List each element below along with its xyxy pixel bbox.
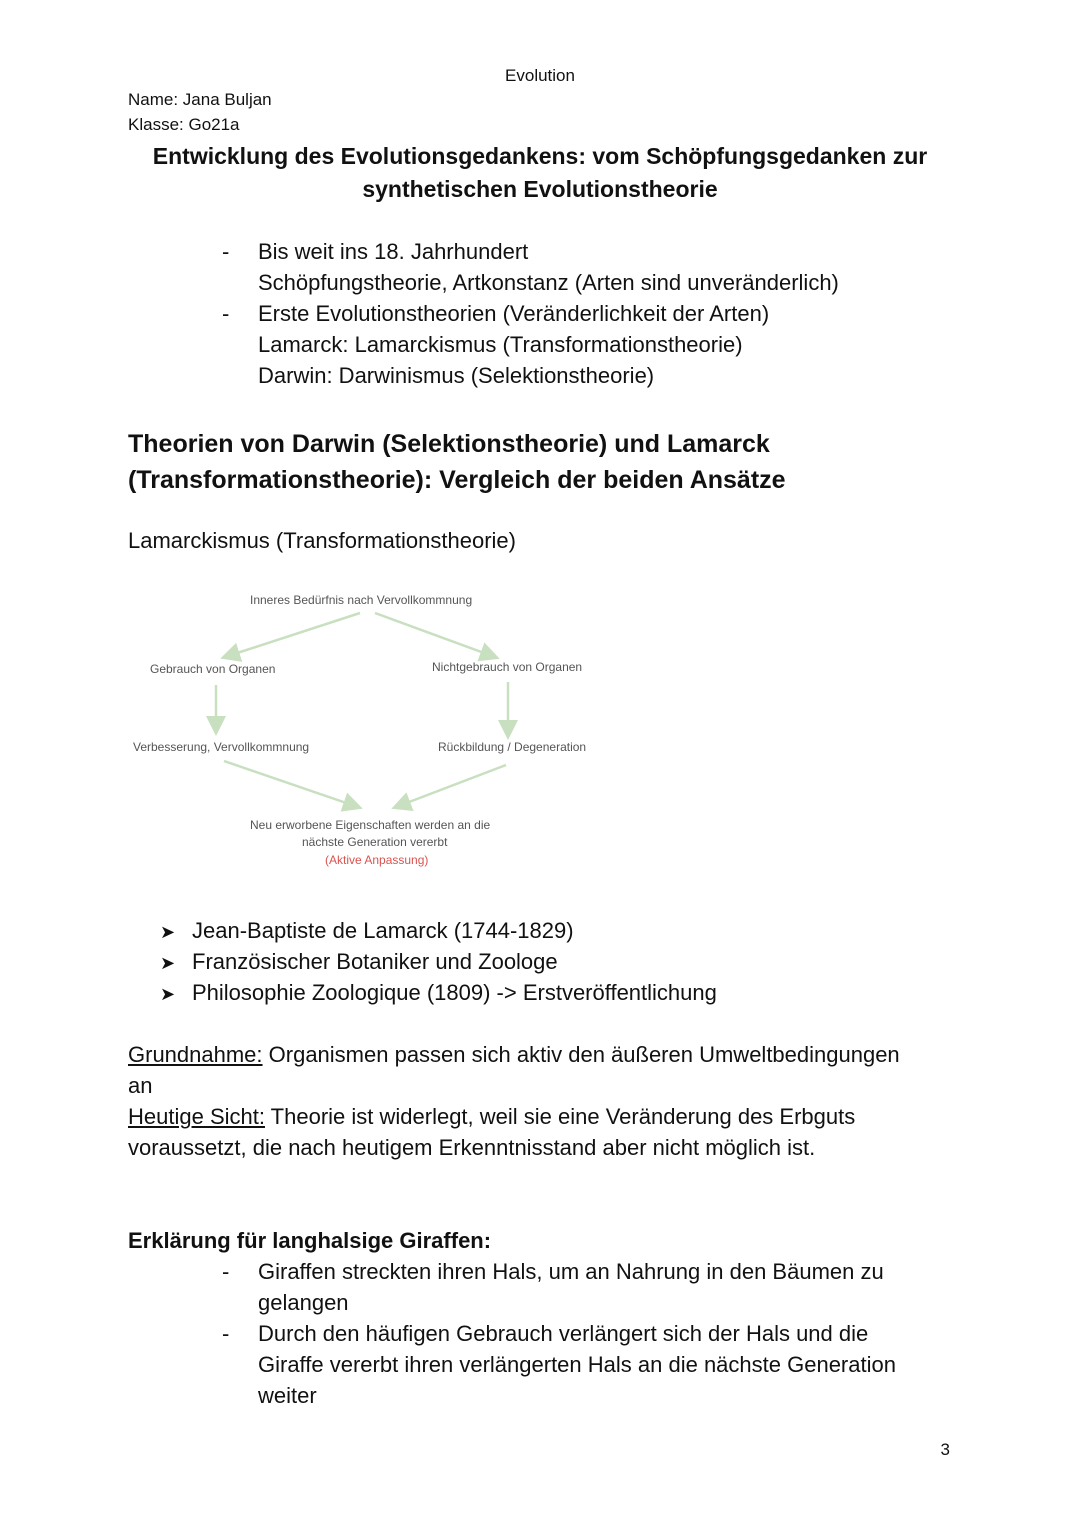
grundnahme-text-cont: an: [128, 1073, 153, 1098]
history-line: Bis weit ins 18. Jahrhundert: [258, 239, 529, 264]
title-line-1: Entwicklung des Evolutionsgedankens: vom Schöpfungsgedanken zur: [152, 143, 928, 169]
section-heading-line-2: (Transformationstheorie): Vergleich der beiden Ansätze: [128, 466, 786, 494]
fact-text: Französischer Botaniker und Zoologe: [192, 949, 558, 974]
arrow-icon: [375, 613, 495, 657]
diagram-right-node-2: Rückbildung / Degeneration: [438, 740, 587, 754]
diagram-right-node-1: Nichtgebrauch von Organen: [432, 660, 583, 674]
giraffe-heading: Erklärung für langhalsige Giraffen:: [128, 1228, 492, 1253]
title-line-2: synthetischen Evolutionstheorie: [362, 176, 718, 202]
arrow-bullet-icon: ➤: [160, 953, 176, 973]
list-item: [160, 977, 717, 1010]
history-line: Erste Evolutionstheorien (Veränderlichkeit der Arten): [258, 301, 770, 326]
history-line: Darwin: Darwinismus (Selektionstheorie): [258, 363, 655, 388]
bullet-dash: -: [222, 1321, 230, 1346]
giraffe-line: gelangen: [258, 1290, 349, 1315]
grundnahme-text: Organismen passen sich aktiv den äußeren Umweltbedingungen: [262, 1042, 900, 1067]
page-header: Evolution: [505, 66, 575, 85]
student-name: Name: Jana Buljan: [128, 90, 272, 109]
grundnahme-label: Grundnahme:: [128, 1042, 263, 1067]
diagram-left-node-2: Verbesserung, Vervollkommnung: [133, 740, 310, 754]
diagram-bottom-accent: (Aktive Anpassung): [325, 853, 429, 867]
giraffe-line: weiter: [258, 1383, 317, 1408]
section-heading-line-1: Theorien von Darwin (Selektionstheorie) und Lamarck: [128, 430, 770, 458]
bullet-dash: -: [222, 239, 230, 264]
history-line: Lamarck: Lamarckismus (Transformationstheorie): [258, 332, 743, 357]
fact-text: Philosophie Zoologique (1809) -> Erstveröffentlichung: [192, 980, 717, 1005]
arrow-bullet-icon: ➤: [160, 922, 176, 942]
arrow-bullet-icon: ➤: [160, 984, 176, 1004]
arrow-icon: [396, 765, 506, 807]
giraffe-line: Giraffen streckten ihren Hals, um an Nahrung in den Bäumen zu: [258, 1259, 884, 1284]
diagram-bottom-line-1: Neu erworbene Eigenschaften werden an die: [250, 818, 491, 832]
document-title: [140, 140, 940, 206]
sicht-label: Heutige Sicht:: [128, 1104, 265, 1129]
list-item: [160, 915, 574, 948]
student-class: Klasse: Go21a: [128, 115, 240, 134]
subheading-lamarckismus: Lamarckismus (Transformationstheorie): [128, 528, 516, 553]
history-line: Schöpfungstheorie, Artkonstanz (Arten sind unveränderlich): [258, 270, 839, 295]
sicht-text: Theorie ist widerlegt, weil sie eine Veränderung des Erbguts: [264, 1104, 856, 1129]
fact-text: Jean-Baptiste de Lamarck (1744-1829): [192, 918, 574, 943]
list-item: [160, 946, 558, 979]
diagram-bottom-line-2: nächste Generation vererbt: [302, 835, 448, 849]
sicht-text-cont: voraussetzt, die nach heutigem Erkenntnisstand aber nicht möglich ist.: [128, 1135, 816, 1160]
bullet-dash: -: [222, 1259, 230, 1284]
grundnahme-paragraph: [128, 1039, 948, 1163]
section-heading: [128, 426, 948, 498]
diagram-left-node-1: Gebrauch von Organen: [150, 662, 276, 676]
giraffe-line: Giraffe vererbt ihren verlängerten Hals an die nächste Generation: [258, 1352, 896, 1377]
diagram-top-node: Inneres Bedürfnis nach Vervollkommnung: [250, 593, 473, 607]
lamarck-diagram: [120, 585, 620, 875]
page-number: 3: [940, 1440, 950, 1459]
arrow-icon: [224, 761, 358, 807]
arrow-icon: [225, 613, 360, 657]
giraffe-line: Durch den häufigen Gebrauch verlängert sich der Hals und die: [258, 1321, 869, 1346]
bullet-dash: -: [222, 301, 230, 326]
